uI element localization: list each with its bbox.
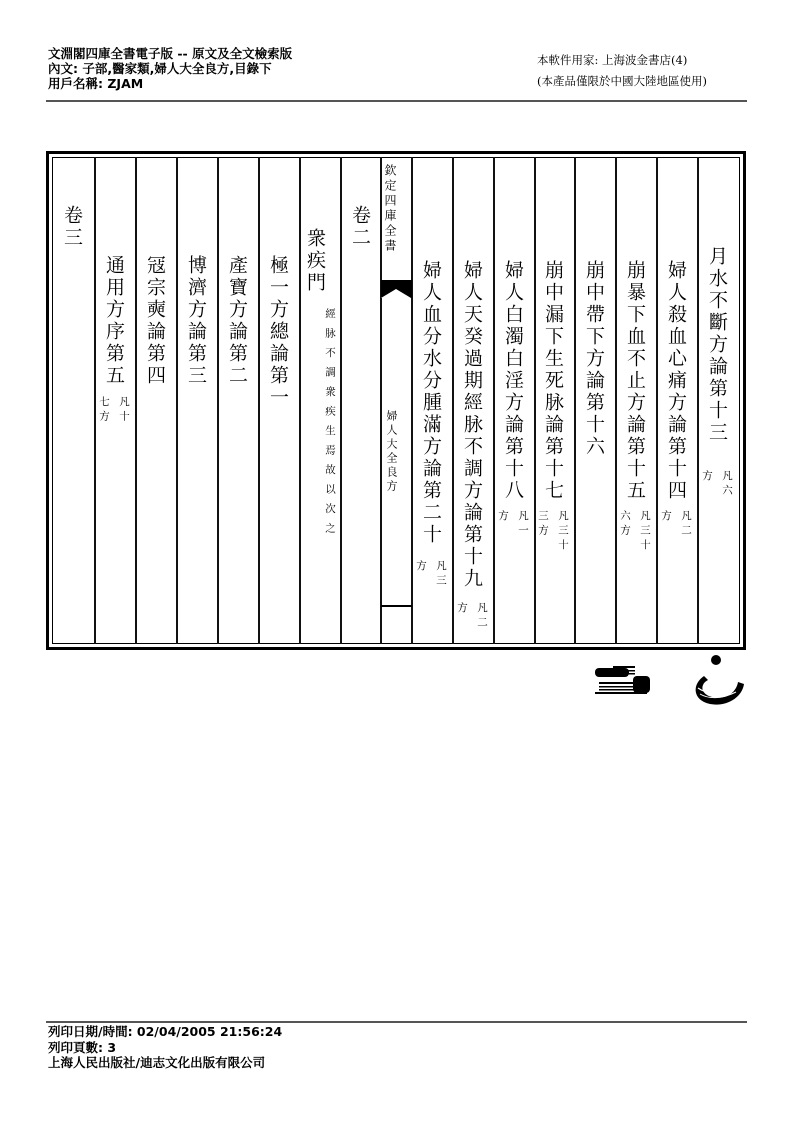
toc-note-20a: 方 (415, 560, 427, 575)
section-subnote: 經脉不調衆疾生焉故以次之 (324, 308, 336, 542)
toc-note-18b: 凡一 (517, 510, 529, 539)
toc-entry-18: 婦人白濁白淫方論第十八 (502, 260, 524, 502)
books-s-logo-icon (593, 660, 653, 700)
fishtail-mark-icon (381, 280, 412, 298)
toc-note-19a: 方 (456, 602, 468, 617)
banxin-book-title: 婦人大全良方 (385, 410, 398, 494)
column-divider (615, 157, 617, 644)
header-content-path: 內文: 子部,醫家類,婦人大全良方,目錄下 (48, 61, 272, 76)
toc-note-15b: 凡三十 (639, 510, 651, 554)
juan-2-heading: 卷二 (349, 205, 371, 249)
toc-note-14a: 方 (660, 510, 672, 525)
print-datetime: 列印日期/時間: 02/04/2005 21:56:24 (48, 1024, 283, 1039)
toc-entry-2: 產寶方論第二 (226, 255, 248, 387)
toc-note-14b: 凡二 (680, 510, 692, 539)
toc-note-18a: 方 (497, 510, 509, 525)
column-divider (534, 157, 536, 644)
footer-divider (46, 1021, 747, 1023)
column-divider (574, 157, 576, 644)
toc-entry-14: 婦人殺血心痛方論第十四 (665, 260, 687, 502)
toc-entry-20: 婦人血分水分腫滿方論第二十 (420, 260, 442, 546)
section-heading: 衆疾門 (304, 228, 326, 294)
publisher: 上海人民出版社/迪志文化出版有限公司 (48, 1055, 266, 1070)
column-divider (452, 157, 454, 644)
column-divider (299, 157, 301, 644)
header-product-title: 文淵閣四庫全書電子版 -- 原文及全文檢索版 (48, 46, 293, 61)
toc-entry-13: 月水不斷方論第十三 (706, 246, 728, 444)
column-divider (217, 157, 219, 644)
print-page-count: 列印頁數: 3 (48, 1039, 117, 1055)
banxin-divider (381, 605, 412, 607)
brush-circle-logo-icon (686, 654, 748, 714)
column-divider (656, 157, 658, 644)
toc-note-20b: 凡三 (435, 560, 447, 589)
toc-note-15a: 六方 (619, 510, 631, 539)
header-region-note: (本產品僅限於中國大陸地區使用) (537, 74, 707, 88)
column-divider (340, 157, 342, 644)
header-username: 用戶名稱: ZJAM (48, 76, 144, 91)
toc-note-13a: 方 (701, 470, 713, 485)
header-divider (46, 100, 747, 102)
juan-3-heading: 卷三 (61, 205, 83, 249)
footer (48, 1024, 282, 1071)
toc-entry-19: 婦人天癸過期經脉不調方論第十九 (461, 260, 483, 590)
toc-note-5b: 凡十 (118, 396, 130, 425)
toc-note-5a: 七方 (98, 396, 110, 425)
column-divider (94, 157, 96, 644)
column-divider (697, 157, 699, 644)
toc-entry-17: 崩中漏下生死脉論第十七 (542, 260, 564, 502)
banxin-title: 欽定四庫全書 (383, 164, 397, 254)
toc-entry-15: 崩暴下血不止方論第十五 (624, 260, 646, 502)
toc-note-17a: 三方 (537, 510, 549, 539)
column-divider (258, 157, 260, 644)
toc-entry-5: 通用方序第五 (103, 255, 125, 387)
toc-note-19b: 凡二 (476, 602, 488, 631)
column-divider (411, 157, 413, 644)
toc-note-17b: 凡三十 (557, 510, 569, 554)
column-divider (176, 157, 178, 644)
column-divider (493, 157, 495, 644)
header-right (537, 50, 707, 92)
toc-entry-1: 極一方總論第一 (267, 255, 289, 409)
header-licensee: 本軟件用家: 上海波金書店(4) (537, 53, 688, 67)
column-divider (135, 157, 137, 644)
header-left (48, 46, 292, 91)
toc-entry-16: 崩中帶下方論第十六 (583, 260, 605, 458)
column-divider (380, 157, 382, 644)
toc-note-13b: 凡六 (721, 470, 733, 499)
toc-entry-4: 冦宗奭論第四 (144, 255, 166, 387)
toc-entry-3: 博濟方論第三 (185, 255, 207, 387)
